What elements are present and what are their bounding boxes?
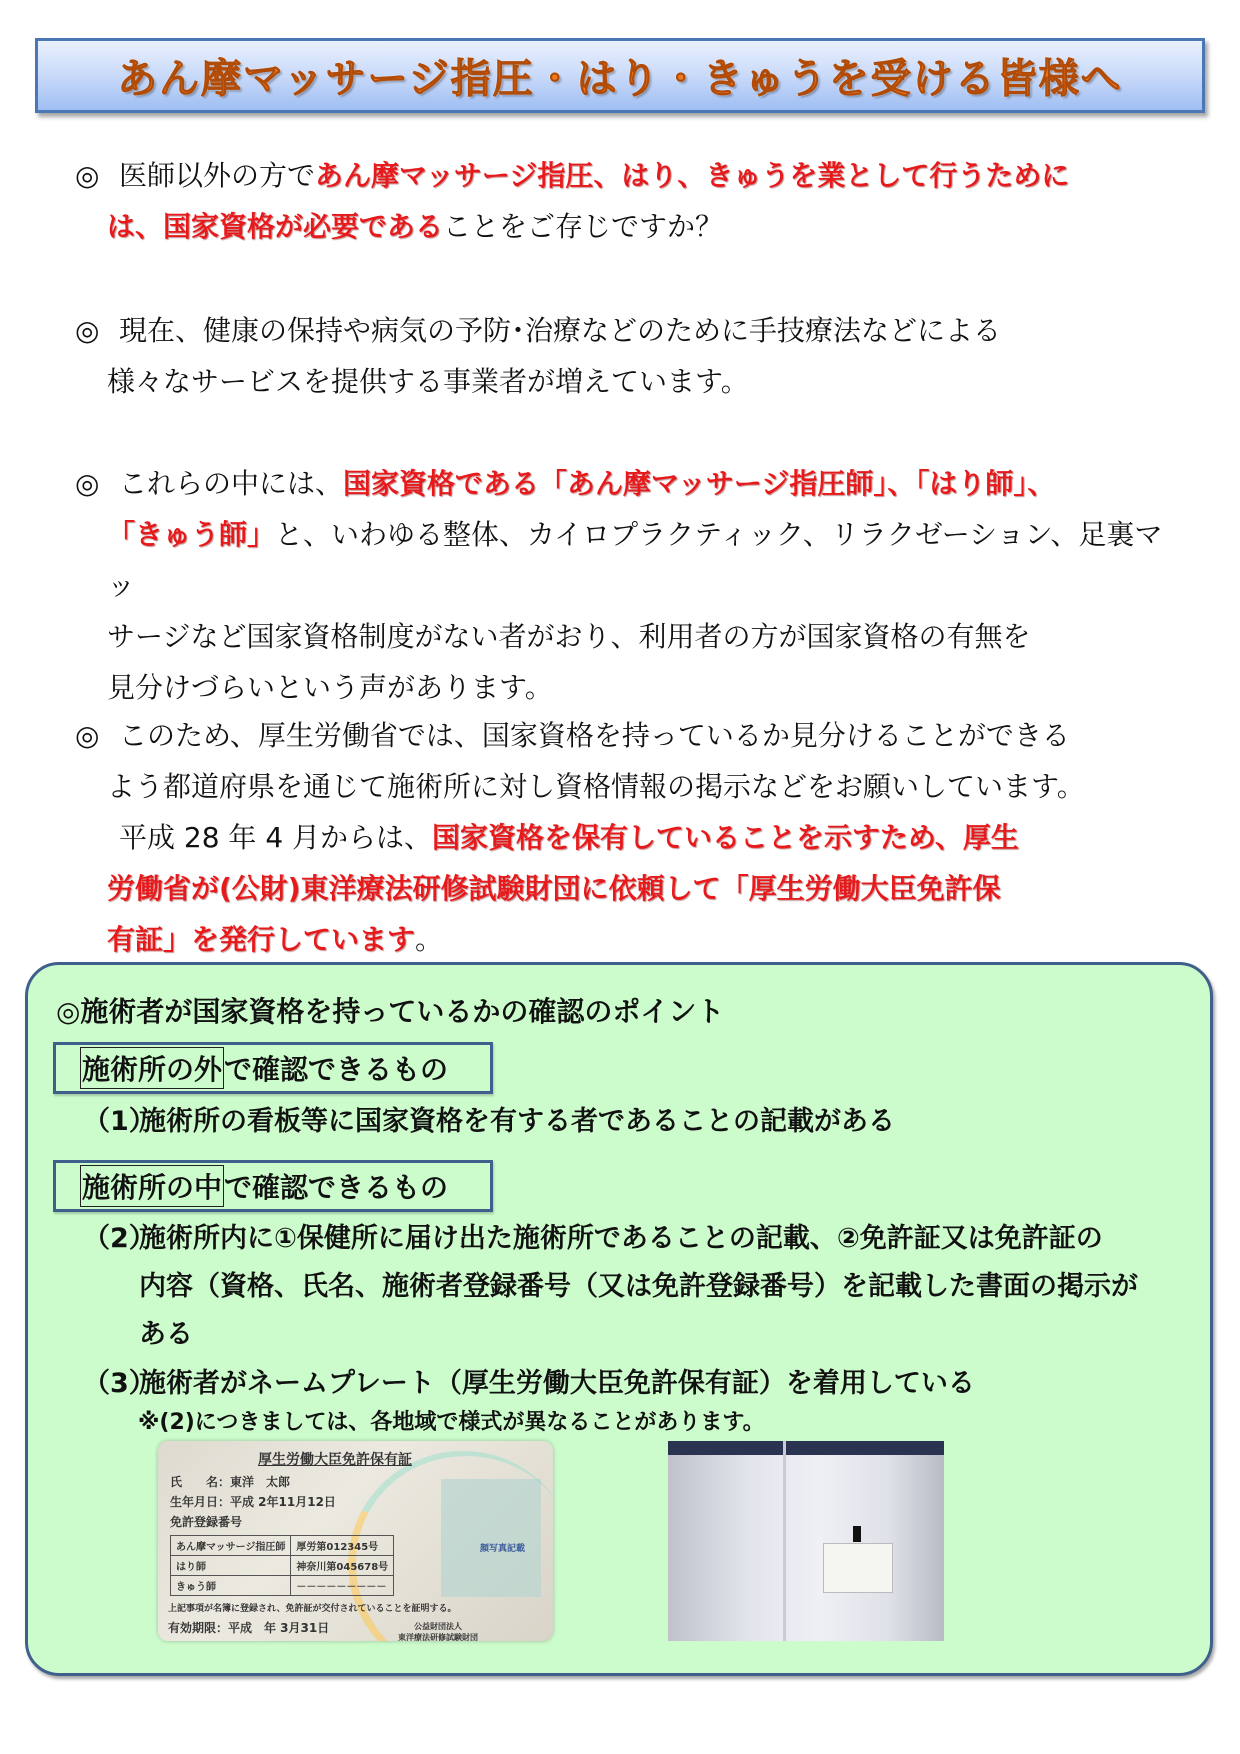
- card-expiry: 有効期限：平成 年 3月31日: [168, 1621, 330, 1635]
- paragraph-text: このため、厚生労働省では、国家資格を持っているか見分けることができる: [119, 719, 1070, 752]
- emphasis-text: は、国家資格が必要である: [107, 210, 444, 243]
- emphasis-text: 国家資格である「あん摩マッサージ指圧師」、「はり師」、: [343, 467, 1056, 500]
- paragraph-3: [75, 458, 1175, 713]
- item-text: 内容（資格、氏名、施術者登録番号（又は免許登録番号）を記載した書面の掲示が: [139, 1271, 1138, 1302]
- emphasis-text: 労働省が(公財)東洋療法研修試験財団に依頼して「厚生労働大臣免許保: [107, 872, 1001, 905]
- emphasis-text: 国家資格を保有していることを示すため、厚生: [432, 821, 1019, 854]
- checkpoint-item-3: [83, 1360, 1193, 1408]
- emphasis-text: 有証」を発行しています: [107, 923, 416, 956]
- item-text: 施術所の看板等に国家資格を有する者であることの記載がある: [139, 1106, 895, 1137]
- paragraph-text: ことをご存じですか？: [443, 210, 724, 243]
- name-badge-photo: [668, 1441, 944, 1641]
- paragraph-text: これらの中には、: [119, 467, 344, 500]
- badge-clip: [853, 1526, 861, 1542]
- paragraph-text: 様々なサービスを提供する事業者が増えています。: [107, 365, 749, 398]
- bullet-mark: ◎: [75, 719, 100, 752]
- card-number: －－－－－－－－－: [291, 1576, 394, 1596]
- card-name: 氏 名：東洋 太郎: [170, 1475, 291, 1489]
- item-text: ある: [139, 1319, 193, 1350]
- checkpoint-item-2: [83, 1215, 1193, 1359]
- card-qual: あん摩マッサージ指圧師: [171, 1536, 291, 1556]
- card-issuer: [398, 1621, 478, 1641]
- item-number: （1）: [83, 1106, 156, 1137]
- photo-background: [668, 1441, 944, 1455]
- card-title: 厚生労働大臣免許保有証: [258, 1452, 412, 1468]
- bullet-mark: ◎: [75, 159, 100, 192]
- shirt-placket: [783, 1441, 786, 1641]
- name-badge: [823, 1543, 893, 1593]
- card-table: [170, 1535, 394, 1596]
- paragraph-text: と、いわゆる整体、カイロプラクティック、リラクゼーション、足裏マッ: [107, 518, 1163, 602]
- issuer-line: 東洋療法研修試験財団: [398, 1633, 478, 1641]
- label-text: で確認できるもの: [224, 1053, 449, 1086]
- item-text: 施術所内に①保健所に届け出た施術所であることの記載、②免許証又は免許証の: [139, 1223, 1103, 1254]
- label-text: で確認できるもの: [224, 1171, 449, 1204]
- paragraph-text: サージなど国家資格制度がない者がおり、利用者の方が国家資格の有無を: [107, 620, 1031, 653]
- card-reg-label: 免許登録番号: [170, 1515, 243, 1529]
- card-qual: きゅう師: [171, 1576, 291, 1596]
- license-card-image: [158, 1441, 553, 1641]
- item-number: （2）: [83, 1223, 156, 1254]
- regional-note: ※(2)につきましては、各地域で様式が異なることがあります。: [138, 1410, 765, 1435]
- card-number: 厚労第012345号: [291, 1536, 394, 1556]
- checkpoint-item-1: [83, 1098, 1193, 1146]
- title-banner: [35, 38, 1205, 113]
- framed-text: 施術所の外: [80, 1047, 224, 1089]
- bullet-mark: ◎: [75, 467, 100, 500]
- checkpoint-heading: ◎施術者が国家資格を持っているかの確認のポイント: [56, 995, 725, 1028]
- paragraph-text: 現在、健康の保持や病気の予防･治療などのために手技療法などによる: [119, 314, 1002, 347]
- page-title: あん摩マッサージ指圧・はり・きゅうを受ける皆様へ: [117, 56, 1123, 102]
- card-number: 神奈川第045678号: [291, 1556, 394, 1576]
- paragraph-text: よう都道府県を通じて施術所に対し資格情報の掲示などをお願いしています。: [107, 770, 1085, 803]
- card-birthdate: 生年月日：平成 2年11月12日: [170, 1495, 336, 1509]
- bullet-mark: ◎: [75, 314, 100, 347]
- paragraph-4: [75, 710, 1175, 965]
- paragraph-1: [75, 150, 1175, 252]
- checkpoint-box: [25, 962, 1213, 1676]
- card-certification: 上記事項が名簿に登録され、免許証が交付されていることを証明する。: [168, 1604, 457, 1614]
- item-number: （3）: [83, 1368, 156, 1399]
- outside-check-label: [53, 1042, 493, 1094]
- framed-text: 施術所の中: [80, 1165, 224, 1207]
- paragraph-text: 見分けづらいという声があります。: [107, 671, 553, 704]
- issuer-line: 公益財団法人: [414, 1622, 462, 1631]
- paragraph-2: [75, 305, 1175, 407]
- inside-check-label: [53, 1160, 493, 1212]
- card-qual: はり師: [171, 1556, 291, 1576]
- paragraph-text: 平成 28 年 4 月からは、: [119, 821, 433, 854]
- photo-label: 顔写真記載: [479, 1544, 525, 1554]
- paragraph-text: 医師以外の方で: [119, 159, 316, 192]
- paragraph-text: 。: [415, 923, 444, 956]
- item-text: 施術者がネームプレート（厚生労働大臣免許保有証）を着用している: [139, 1368, 975, 1399]
- emphasis-text: あん摩マッサージ指圧、はり、きゅうを業として行うために: [315, 159, 1070, 192]
- emphasis-text: 「きゅう師」: [107, 518, 276, 551]
